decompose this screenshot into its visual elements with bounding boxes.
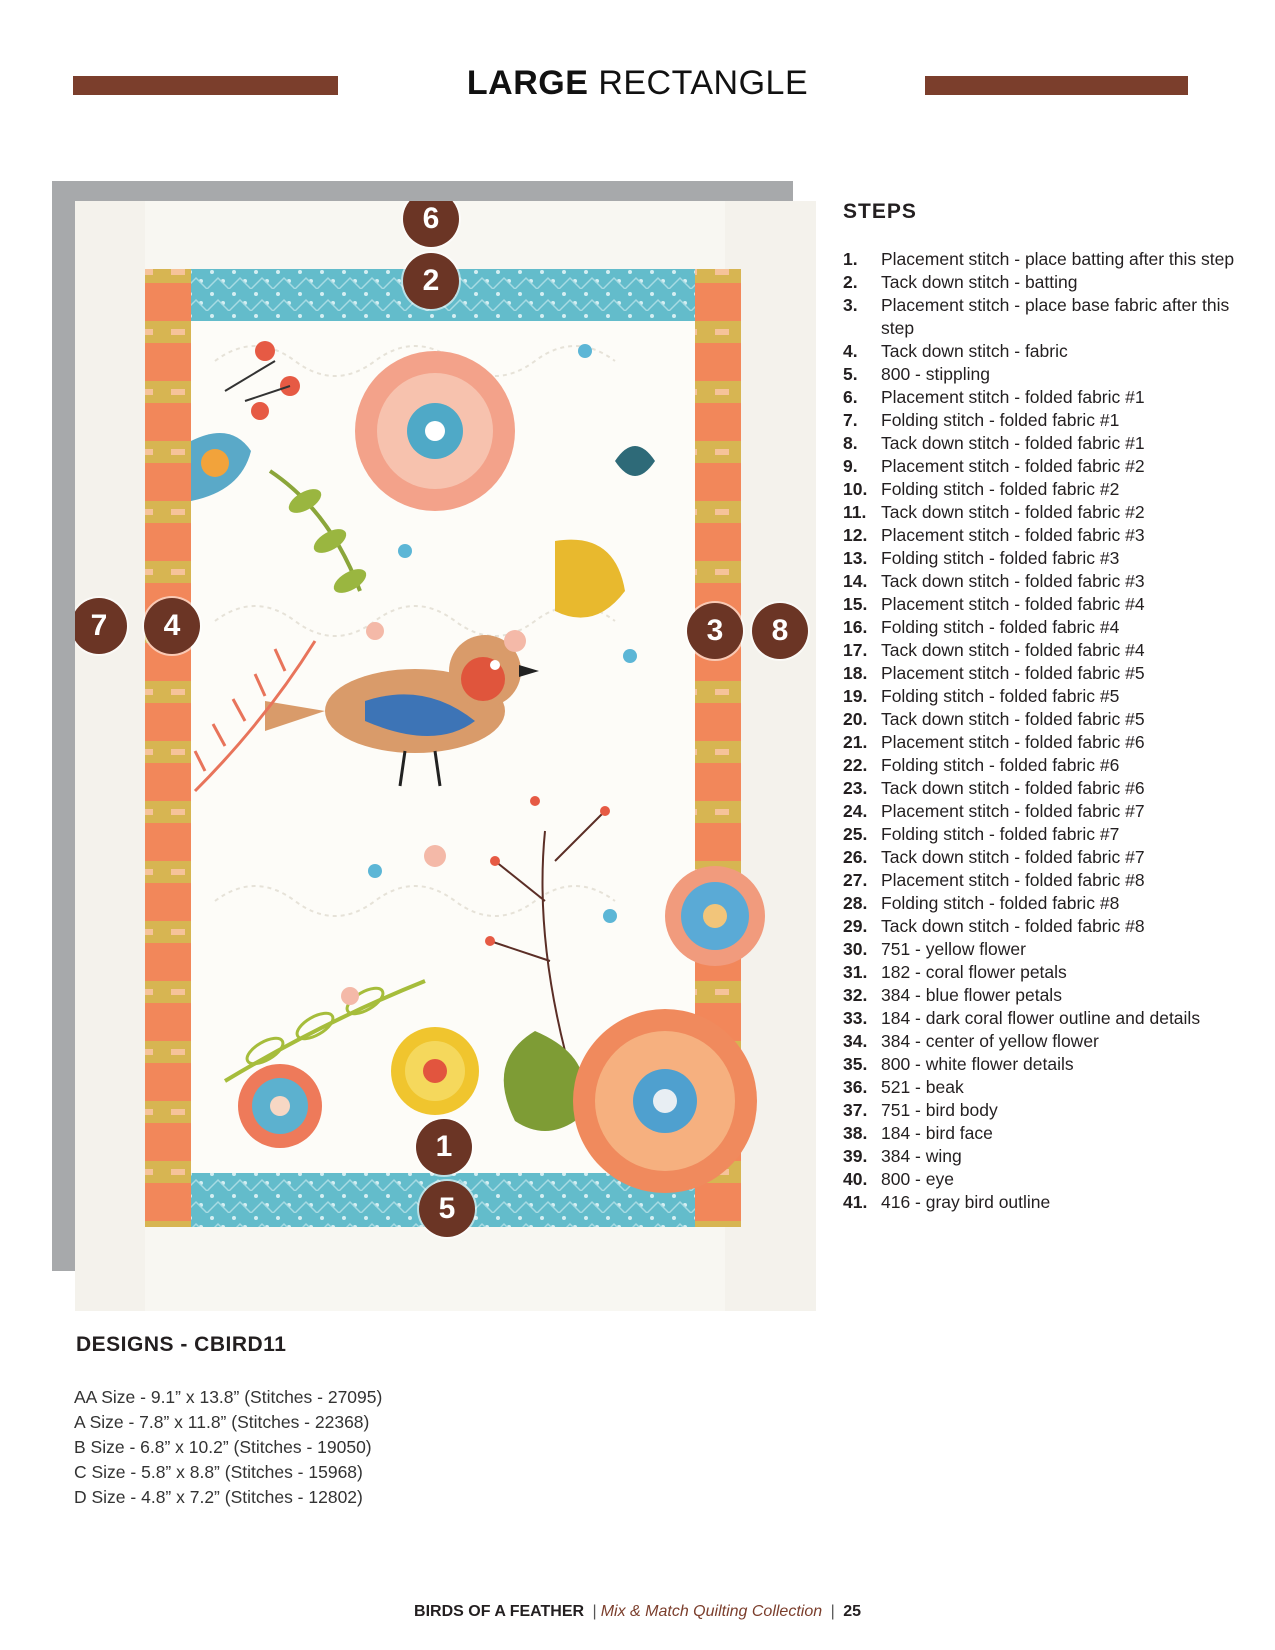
step-text: Folding stitch - folded fabric #2 bbox=[881, 479, 1120, 499]
step-item bbox=[843, 363, 1243, 386]
step-number: 13. bbox=[843, 548, 868, 568]
step-text: Tack down stitch - folded fabric #4 bbox=[881, 640, 1145, 660]
step-number: 3. bbox=[843, 295, 858, 315]
step-number: 5. bbox=[843, 364, 858, 384]
step-marker-7: 7 bbox=[75, 598, 127, 654]
step-item bbox=[843, 685, 1243, 708]
step-number: 10. bbox=[843, 479, 868, 499]
step-number: 20. bbox=[843, 709, 868, 729]
step-text: Folding stitch - folded fabric #7 bbox=[881, 824, 1120, 844]
step-text: 184 - dark coral flower outline and details bbox=[881, 1008, 1201, 1028]
step-marker-5: 5 bbox=[419, 1181, 475, 1237]
step-text: Folding stitch - folded fabric #6 bbox=[881, 755, 1120, 775]
step-text: 384 - blue flower petals bbox=[881, 985, 1062, 1005]
step-text: Placement stitch - place base fabric after this step bbox=[881, 295, 1230, 338]
step-item bbox=[843, 754, 1243, 777]
step-number: 1. bbox=[843, 249, 858, 269]
quilt-photo bbox=[75, 201, 816, 1311]
step-number: 28. bbox=[843, 893, 868, 913]
step-text: 416 - gray bird outline bbox=[881, 1192, 1051, 1212]
step-text: 521 - beak bbox=[881, 1077, 964, 1097]
step-number: 25. bbox=[843, 824, 868, 844]
footer-separator: | bbox=[592, 1603, 597, 1620]
step-number: 38. bbox=[843, 1123, 868, 1143]
step-text: Folding stitch - folded fabric #3 bbox=[881, 548, 1120, 568]
footer bbox=[0, 1603, 1275, 1621]
step-item bbox=[843, 662, 1243, 685]
step-number: 2. bbox=[843, 272, 858, 292]
step-item bbox=[843, 892, 1243, 915]
step-number: 19. bbox=[843, 686, 868, 706]
step-item bbox=[843, 1099, 1243, 1122]
step-text: Tack down stitch - folded fabric #3 bbox=[881, 571, 1145, 591]
step-item bbox=[843, 1168, 1243, 1191]
step-item bbox=[843, 294, 1243, 340]
step-number: 27. bbox=[843, 870, 868, 890]
design-size: A Size - 7.8” x 11.8” (Stitches - 22368) bbox=[74, 1412, 370, 1432]
step-marker-8: 8 bbox=[752, 603, 808, 659]
step-text: Placement stitch - folded fabric #3 bbox=[881, 525, 1145, 545]
step-number: 33. bbox=[843, 1008, 868, 1028]
step-text: 800 - stippling bbox=[881, 364, 990, 384]
step-text: Tack down stitch - folded fabric #5 bbox=[881, 709, 1145, 729]
step-item bbox=[843, 915, 1243, 938]
step-text: Placement stitch - place batting after this step bbox=[881, 249, 1235, 269]
design-sizes-list bbox=[74, 1385, 382, 1510]
step-number: 26. bbox=[843, 847, 868, 867]
step-item bbox=[843, 1053, 1243, 1076]
step-number: 23. bbox=[843, 778, 868, 798]
step-text: Placement stitch - folded fabric #5 bbox=[881, 663, 1145, 683]
step-marker-6: 6 bbox=[403, 201, 459, 247]
step-item bbox=[843, 1030, 1243, 1053]
step-number: 4. bbox=[843, 341, 858, 361]
step-item bbox=[843, 271, 1243, 294]
step-item bbox=[843, 708, 1243, 731]
design-size: D Size - 4.8” x 7.2” (Stitches - 12802) bbox=[74, 1487, 363, 1507]
step-number: 12. bbox=[843, 525, 868, 545]
step-number: 30. bbox=[843, 939, 868, 959]
step-marker-3: 3 bbox=[687, 603, 743, 659]
footer-separator-2: | bbox=[830, 1603, 835, 1620]
design-size: B Size - 6.8” x 10.2” (Stitches - 19050) bbox=[74, 1437, 372, 1457]
step-text: Placement stitch - folded fabric #6 bbox=[881, 732, 1145, 752]
step-number: 14. bbox=[843, 571, 868, 591]
step-text: Placement stitch - folded fabric #2 bbox=[881, 456, 1145, 476]
step-item bbox=[843, 731, 1243, 754]
step-text: 751 - yellow flower bbox=[881, 939, 1026, 959]
step-marker-2: 2 bbox=[403, 253, 459, 309]
step-text: Folding stitch - folded fabric #5 bbox=[881, 686, 1120, 706]
step-item bbox=[843, 1191, 1243, 1214]
step-item bbox=[843, 593, 1243, 616]
page-title bbox=[0, 64, 1275, 103]
step-number: 39. bbox=[843, 1146, 868, 1166]
step-text: Tack down stitch - folded fabric #2 bbox=[881, 502, 1145, 522]
footer-subtitle: Mix & Match Quilting Collection bbox=[600, 1603, 823, 1620]
step-number: 32. bbox=[843, 985, 868, 1005]
step-item bbox=[843, 455, 1243, 478]
step-text: Tack down stitch - folded fabric #1 bbox=[881, 433, 1145, 453]
step-number: 41. bbox=[843, 1192, 868, 1212]
page-title-bold: LARGE bbox=[466, 64, 589, 102]
step-number: 37. bbox=[843, 1100, 868, 1120]
designs-heading: DESIGNS - CBIRD11 bbox=[76, 1333, 287, 1356]
step-number: 21. bbox=[843, 732, 868, 752]
step-text: 184 - bird face bbox=[881, 1123, 993, 1143]
page-title-rest: RECTANGLE bbox=[598, 64, 809, 102]
step-text: 800 - eye bbox=[881, 1169, 954, 1189]
step-text: Tack down stitch - folded fabric #6 bbox=[881, 778, 1145, 798]
step-item bbox=[843, 524, 1243, 547]
step-number: 22. bbox=[843, 755, 868, 775]
step-item bbox=[843, 570, 1243, 593]
step-number: 9. bbox=[843, 456, 858, 476]
step-number: 29. bbox=[843, 916, 868, 936]
step-text: 751 - bird body bbox=[881, 1100, 998, 1120]
step-number: 34. bbox=[843, 1031, 868, 1051]
steps-heading: STEPS bbox=[843, 200, 917, 223]
step-text: Placement stitch - folded fabric #8 bbox=[881, 870, 1145, 890]
step-item bbox=[843, 961, 1243, 984]
step-number: 16. bbox=[843, 617, 868, 637]
step-item bbox=[843, 432, 1243, 455]
step-text: Tack down stitch - batting bbox=[881, 272, 1078, 292]
step-item bbox=[843, 777, 1243, 800]
step-number: 17. bbox=[843, 640, 868, 660]
step-item bbox=[843, 248, 1243, 271]
step-text: Placement stitch - folded fabric #1 bbox=[881, 387, 1145, 407]
step-item bbox=[843, 869, 1243, 892]
step-item bbox=[843, 846, 1243, 869]
step-number: 18. bbox=[843, 663, 868, 683]
step-item bbox=[843, 616, 1243, 639]
design-size: AA Size - 9.1” x 13.8” (Stitches - 27095) bbox=[74, 1387, 383, 1407]
step-number: 15. bbox=[843, 594, 868, 614]
step-text: 384 - wing bbox=[881, 1146, 962, 1166]
step-text: Folding stitch - folded fabric #1 bbox=[881, 410, 1120, 430]
step-item bbox=[843, 1007, 1243, 1030]
step-text: Tack down stitch - folded fabric #7 bbox=[881, 847, 1145, 867]
step-text: Folding stitch - folded fabric #8 bbox=[881, 893, 1120, 913]
step-text: 384 - center of yellow flower bbox=[881, 1031, 1099, 1051]
step-number: 40. bbox=[843, 1169, 868, 1189]
step-item bbox=[843, 823, 1243, 846]
step-item bbox=[843, 547, 1243, 570]
steps-list bbox=[843, 248, 1243, 1214]
step-number: 7. bbox=[843, 410, 858, 430]
step-item bbox=[843, 984, 1243, 1007]
step-number: 11. bbox=[843, 502, 867, 522]
footer-brand: BIRDS OF A FEATHER bbox=[414, 1603, 585, 1620]
step-item bbox=[843, 1122, 1243, 1145]
step-item bbox=[843, 386, 1243, 409]
step-number: 36. bbox=[843, 1077, 868, 1097]
step-text: Placement stitch - folded fabric #7 bbox=[881, 801, 1145, 821]
step-item bbox=[843, 1076, 1243, 1099]
step-marker-4: 4 bbox=[144, 598, 200, 654]
step-text: 800 - white flower details bbox=[881, 1054, 1074, 1074]
step-number: 35. bbox=[843, 1054, 868, 1074]
page-number: 25 bbox=[843, 1603, 861, 1620]
step-number: 8. bbox=[843, 433, 858, 453]
design-size: C Size - 5.8” x 8.8” (Stitches - 15968) bbox=[74, 1462, 363, 1482]
step-text: Tack down stitch - fabric bbox=[881, 341, 1068, 361]
step-item bbox=[843, 478, 1243, 501]
step-number: 31. bbox=[843, 962, 868, 982]
step-text: Tack down stitch - folded fabric #8 bbox=[881, 916, 1145, 936]
step-text: Placement stitch - folded fabric #4 bbox=[881, 594, 1145, 614]
step-item bbox=[843, 409, 1243, 432]
step-item bbox=[843, 501, 1243, 524]
step-number: 6. bbox=[843, 387, 858, 407]
step-text: 182 - coral flower petals bbox=[881, 962, 1067, 982]
step-item bbox=[843, 340, 1243, 363]
step-item bbox=[843, 639, 1243, 662]
step-item bbox=[843, 938, 1243, 961]
step-item bbox=[843, 800, 1243, 823]
step-marker-1: 1 bbox=[416, 1119, 472, 1175]
step-text: Folding stitch - folded fabric #4 bbox=[881, 617, 1120, 637]
step-number: 24. bbox=[843, 801, 868, 821]
step-item bbox=[843, 1145, 1243, 1168]
